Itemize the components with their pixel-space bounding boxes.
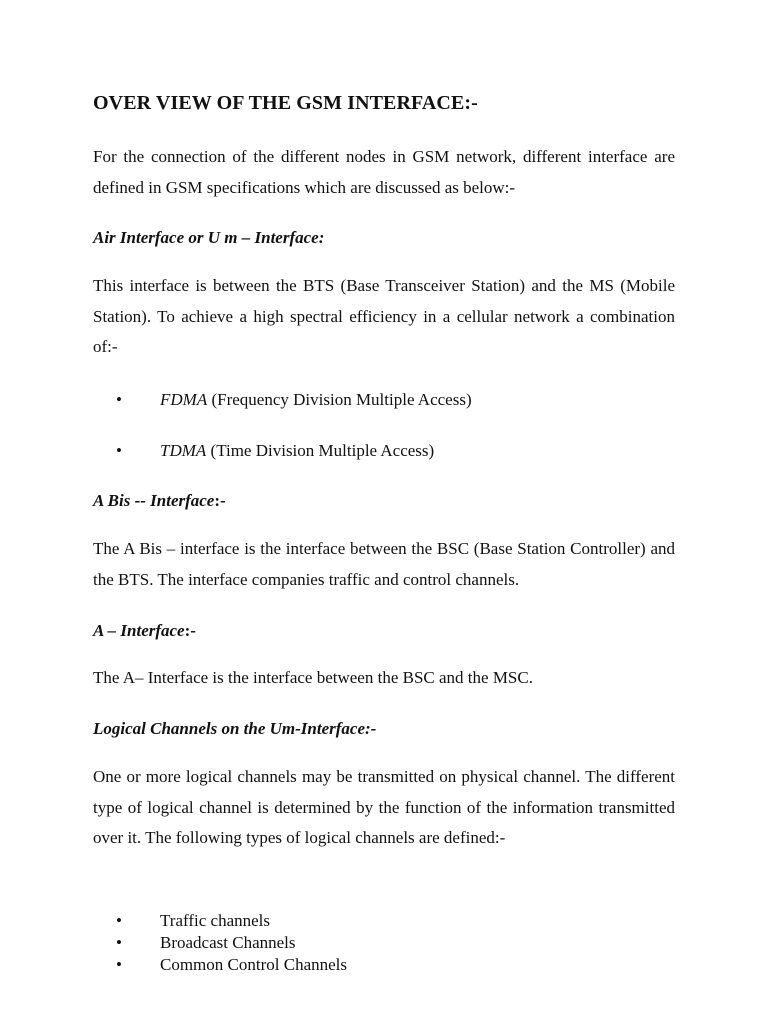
list-item-text (160, 390, 472, 410)
list-item-text: Common Control Channels (160, 955, 347, 974)
intro-paragraph: For the connection of the different nodes in GSM network, different interface are defined in GSM specifications which are discussed as below:- (93, 147, 675, 197)
page-title: OVER VIEW OF THE GSM INTERFACE:- (93, 92, 478, 114)
a-interface-heading-text: A – Interface (93, 621, 185, 640)
bullet-icon: • (116, 955, 122, 974)
air-interface-paragraph: This interface is between the BTS (Base Transceiver Station) and the MS (Mobile Station). To achieve a high spectral efficiency in a cellular network a combination of:- (93, 276, 675, 356)
list-item-text: Traffic channels (160, 911, 271, 930)
abis-interface-heading (93, 491, 226, 511)
air-interface-heading-text: Air Interface or U m – Interface: (93, 228, 325, 247)
abis-interface-heading-text: A Bis -- Interface (93, 491, 215, 510)
list-item-desc: (Frequency Division Multiple Access) (207, 390, 472, 409)
bullet-icon: • (116, 933, 122, 952)
air-interface-heading (93, 228, 324, 248)
bullet-icon: • (116, 390, 122, 409)
a-interface-heading-suffix: :- (184, 621, 196, 640)
abis-interface-heading-suffix: :- (214, 491, 226, 510)
a-interface-heading (93, 621, 196, 641)
list-item-desc: (Time Division Multiple Access) (206, 441, 435, 460)
bullet-icon: • (116, 441, 122, 460)
logical-channels-paragraph: One or more logical channels may be transmitted on physical channel. The different type of logical channel is determined by the function of the information transmitted over it. The following types of logical channels are defined:- (93, 767, 675, 847)
list-item-term: TDMA (160, 441, 207, 460)
list-item-text: Broadcast Channels (160, 933, 296, 952)
logical-channels-heading-text: Logical Channels on the Um-Interface:- (93, 719, 377, 738)
a-interface-paragraph: The A– Interface is the interface between the BSC and the MSC. (93, 668, 533, 687)
list-item-term: FDMA (160, 390, 208, 409)
bullet-icon: • (116, 911, 122, 930)
abis-interface-paragraph: The A Bis – interface is the interface between the BSC (Base Station Controller) and the BTS. The interface companies traffic and control channels. (93, 539, 675, 589)
list-item-text (160, 441, 434, 461)
logical-channels-heading (93, 719, 376, 739)
